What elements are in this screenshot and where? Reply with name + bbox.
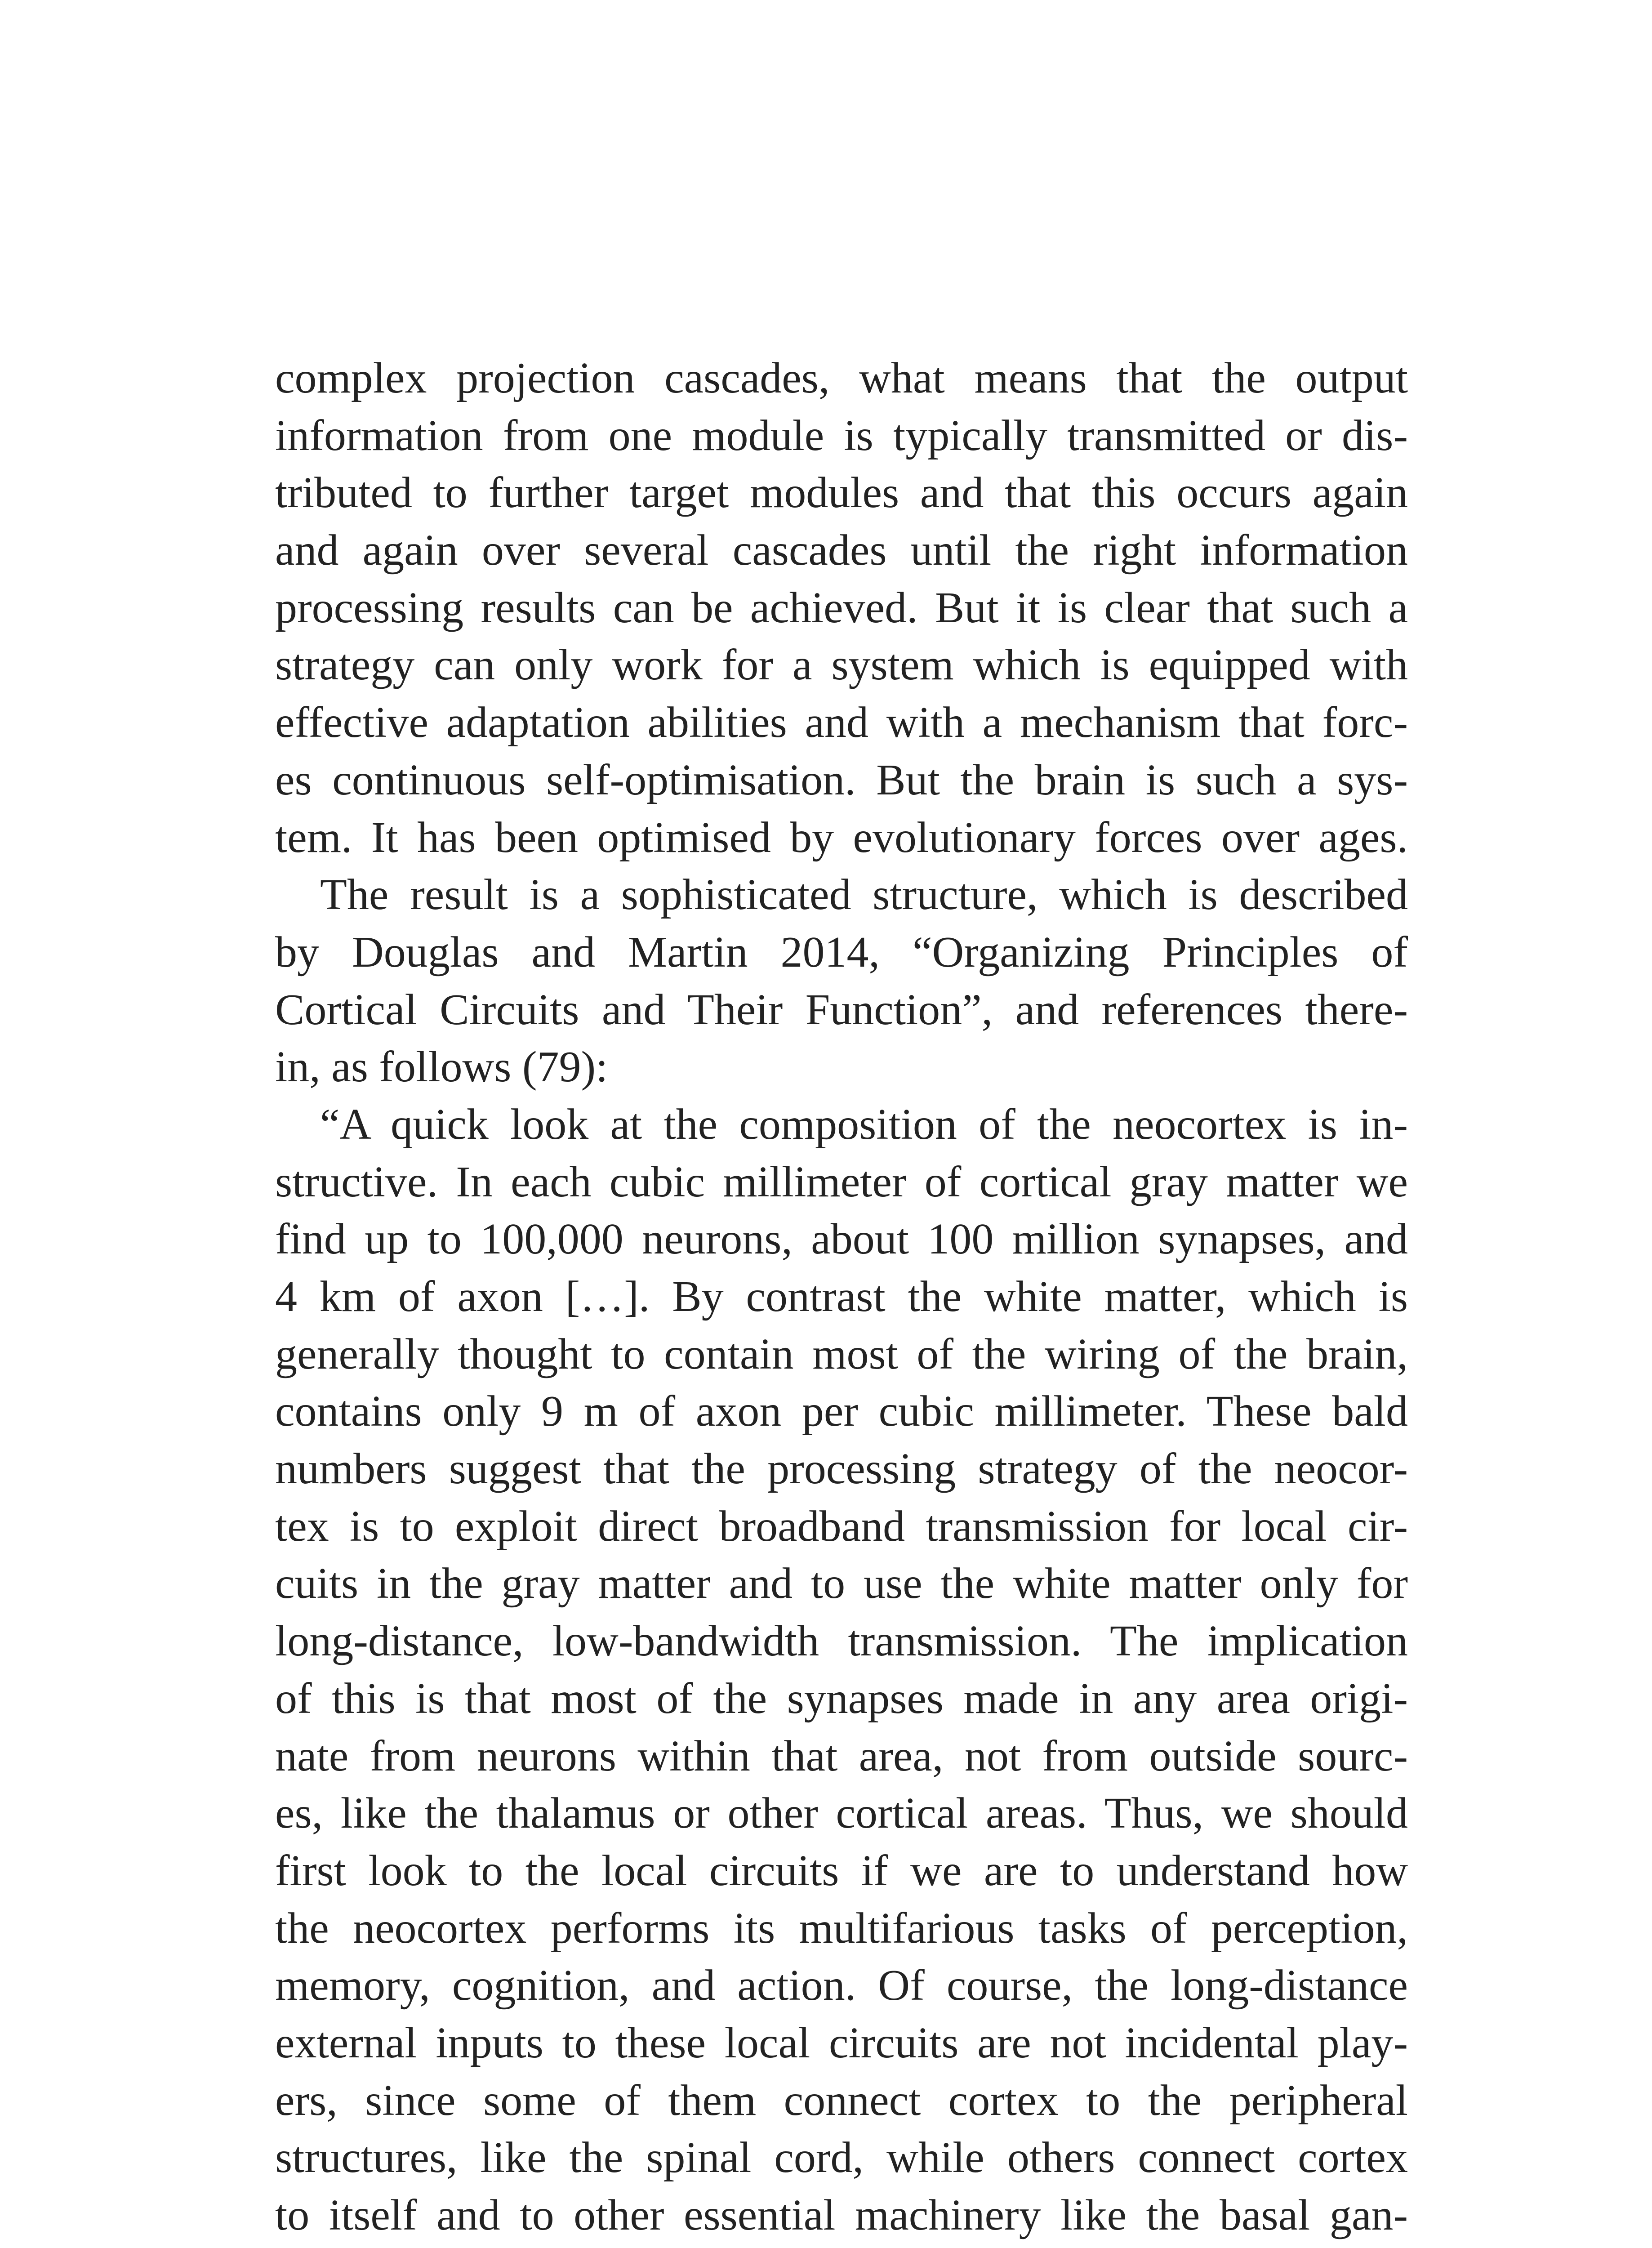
text-line: es continuous self-optimisation. But the brain is such a sys-: [275, 755, 1408, 804]
body-text: [275, 350, 1408, 2248]
text-line: nate from neurons within that area, not from outside sourc-: [275, 1731, 1408, 1780]
text-line: 4 km of axon […]. By contrast the white matter, which is: [275, 1272, 1408, 1321]
text-line: in, as follows (79):: [275, 1043, 608, 1092]
text-line: of this is that most of the synapses made in any area origi-: [275, 1674, 1408, 1723]
text-line: by Douglas and Martin 2014, “Organizing Principles of: [275, 928, 1408, 977]
text-line: cuits in the gray matter and to use the white matter only for: [275, 1559, 1408, 1608]
text-line: processing results can be achieved. But it is clear that such a: [275, 583, 1408, 632]
text-line: memory, cognition, and action. Of course, the long-distance: [275, 1961, 1408, 2010]
text-line: strategy can only work for a system which is equipped with: [275, 641, 1408, 690]
text-line: [275, 2244, 1408, 2248]
text-line: tem. It has been optimised by evolutionary forces over ages.: [275, 813, 1408, 862]
text-line: to itself and to other essential machinery like the basal gan-: [275, 2191, 1408, 2239]
text-line: information from one module is typically transmitted or dis-: [275, 411, 1408, 460]
text-line: effective adaptation abilities and with a mechanism that forc-: [275, 698, 1408, 747]
text-line: complex projection cascades, what means that the output: [275, 354, 1408, 402]
text-line: generally thought to contain most of the wiring of the brain,: [275, 1329, 1408, 1378]
text-line: long-distance, low-bandwidth transmission. The implication: [275, 1617, 1408, 1666]
text-line: external inputs to these local circuits are not incidental play-: [275, 2018, 1408, 2067]
text-line: the neocortex performs its multifarious tasks of perception,: [275, 1904, 1408, 1953]
text-line: numbers suggest that the processing strategy of the neocor-: [275, 1445, 1408, 1494]
text-line: The result is a sophisticated structure, which is described: [320, 870, 1408, 919]
text-line: ers, since some of them connect cortex to the peripheral: [275, 2076, 1408, 2125]
text-line: Cortical Circuits and Their Function”, and references there-: [275, 985, 1408, 1034]
text-line: tributed to further target modules and that this occurs again: [275, 468, 1408, 517]
text-line: contains only 9 m of axon per cubic millimeter. These bald: [275, 1387, 1408, 1436]
text-line: tex is to exploit direct broadband transmission for local cir-: [275, 1502, 1408, 1551]
text-line: es, like the thalamus or other cortical areas. Thus, we should: [275, 1789, 1408, 1838]
text-line: structive. In each cubic millimeter of cortical gray matter we: [275, 1157, 1408, 1206]
text-line: first look to the local circuits if we are to understand how: [275, 1846, 1408, 1895]
text-line: find up to 100,000 neurons, about 100 million synapses, and: [275, 1215, 1408, 1264]
text-line: “A quick look at the composition of the neocortex is in-: [320, 1100, 1408, 1149]
text-line: and again over several cascades until the right information: [275, 526, 1408, 575]
text-line: structures, like the spinal cord, while others connect cortex: [275, 2133, 1408, 2182]
